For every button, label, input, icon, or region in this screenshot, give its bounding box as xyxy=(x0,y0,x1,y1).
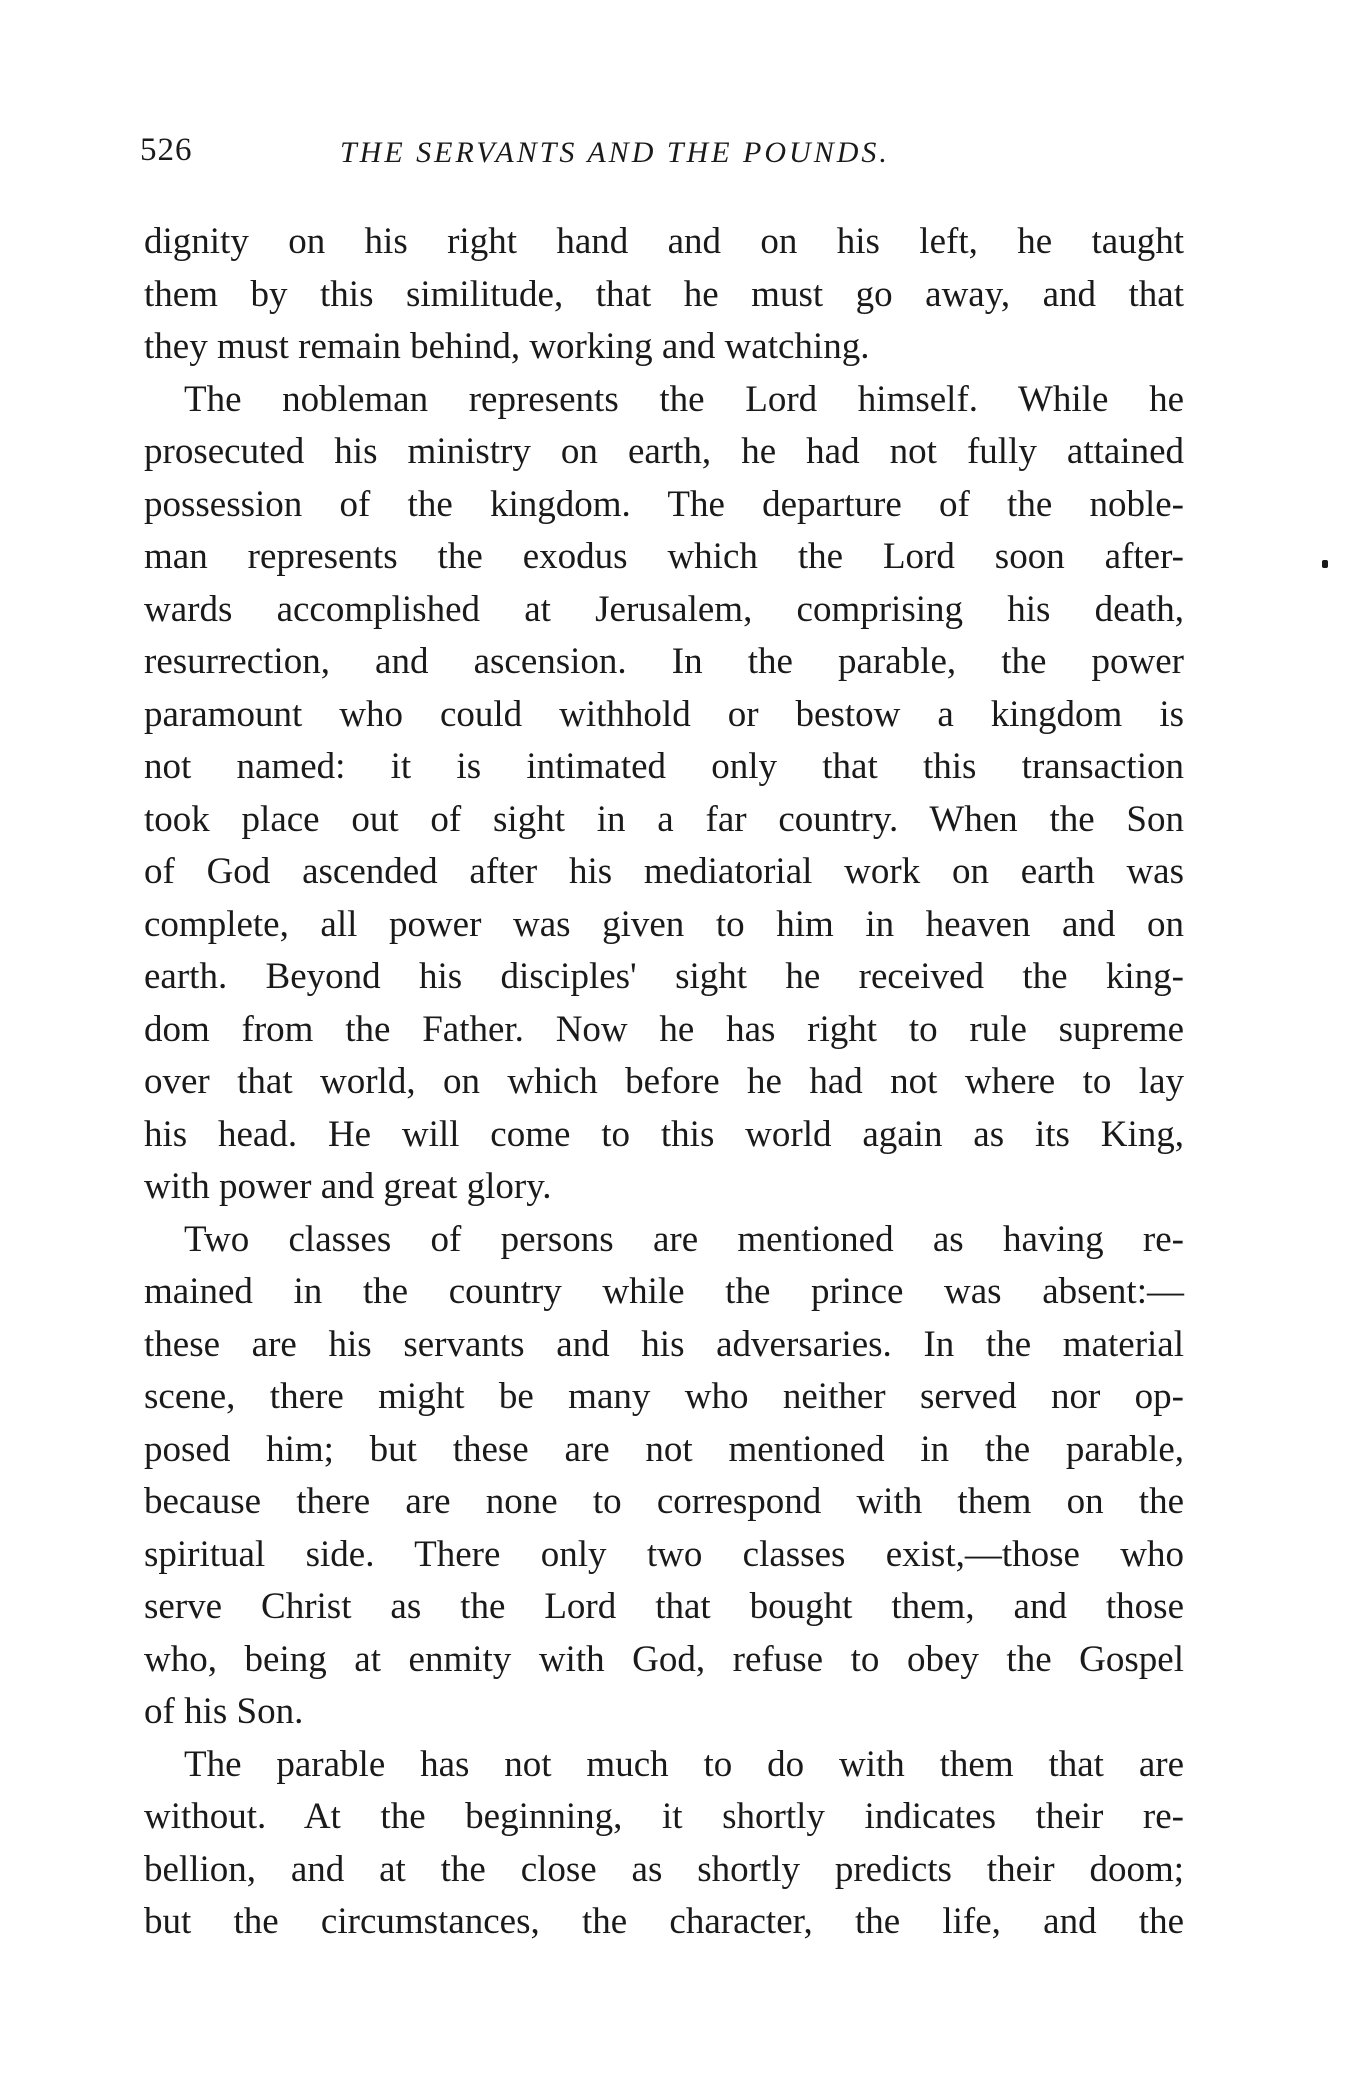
text-line: complete, all power was given to him in heaven and on xyxy=(144,903,1184,945)
text-line: mained in the country while the prince was absent:— xyxy=(144,1271,1184,1312)
text-line: without. At the beginning, it shortly indicates their re- xyxy=(144,1796,1184,1837)
text-line: wards accomplished at Jerusalem, comprising his death, xyxy=(144,588,1184,630)
text-line: Two classes of persons are mentioned as having re- xyxy=(184,1218,1184,1260)
text-line: with power and great glory. xyxy=(144,1166,552,1207)
text-line: man represents the exodus which the Lord soon after- xyxy=(144,536,1184,577)
text-line: The parable has not much to do with them that are xyxy=(184,1743,1184,1785)
margin-ink-mark xyxy=(1322,560,1328,568)
text-line: posed him; but these are not mentioned in the parable, xyxy=(144,1428,1184,1470)
text-line: serve Christ as the Lord that bought them, and those xyxy=(144,1586,1184,1627)
text-line: spiritual side. There only two classes exist,—those who xyxy=(144,1533,1184,1575)
text-line: possession of the kingdom. The departure of the noble- xyxy=(144,483,1184,525)
text-line: earth. Beyond his disciples' sight he received the king- xyxy=(144,956,1184,997)
text-line: not named: it is intimated only that this transaction xyxy=(144,746,1184,787)
text-line: dignity on his right hand and on his left, he taught xyxy=(144,221,1184,262)
text-line: because there are none to correspond with them on the xyxy=(144,1481,1184,1522)
running-title: THE SERVANTS AND THE POUNDS. xyxy=(340,136,890,169)
text-line: scene, there might be many who neither served nor op- xyxy=(144,1376,1184,1417)
text-line: of his Son. xyxy=(144,1691,304,1732)
page-number: 526 xyxy=(140,132,193,168)
text-line: these are his servants and his adversaries. In the material xyxy=(144,1323,1184,1365)
text-line: of God ascended after his mediatorial work on earth was xyxy=(144,851,1184,892)
page-header xyxy=(140,132,1180,182)
text-line: but the circumstances, the character, the life, and the xyxy=(144,1901,1184,1942)
body-text xyxy=(144,216,1184,1949)
text-line: dom from the Father. Now he has right to rule supreme xyxy=(144,1008,1184,1050)
text-line: over that world, on which before he had not where to lay xyxy=(144,1061,1184,1102)
text-line: resurrection, and ascension. In the parable, the power xyxy=(144,641,1184,682)
text-line: prosecuted his ministry on earth, he had not fully attained xyxy=(144,431,1184,472)
text-line: his head. He will come to this world again as its King, xyxy=(144,1113,1184,1155)
text-line: paramount who could withhold or bestow a kingdom is xyxy=(144,693,1184,735)
text-line: who, being at enmity with God, refuse to obey the Gospel xyxy=(144,1638,1184,1680)
text-line: The nobleman represents the Lord himself. While he xyxy=(184,378,1184,420)
text-line: them by this similitude, that he must go away, and that xyxy=(144,273,1184,315)
text-line: bellion, and at the close as shortly predicts their doom; xyxy=(144,1848,1184,1890)
text-line: they must remain behind, working and watching. xyxy=(144,326,870,367)
text-line: took place out of sight in a far country. When the Son xyxy=(144,798,1184,840)
